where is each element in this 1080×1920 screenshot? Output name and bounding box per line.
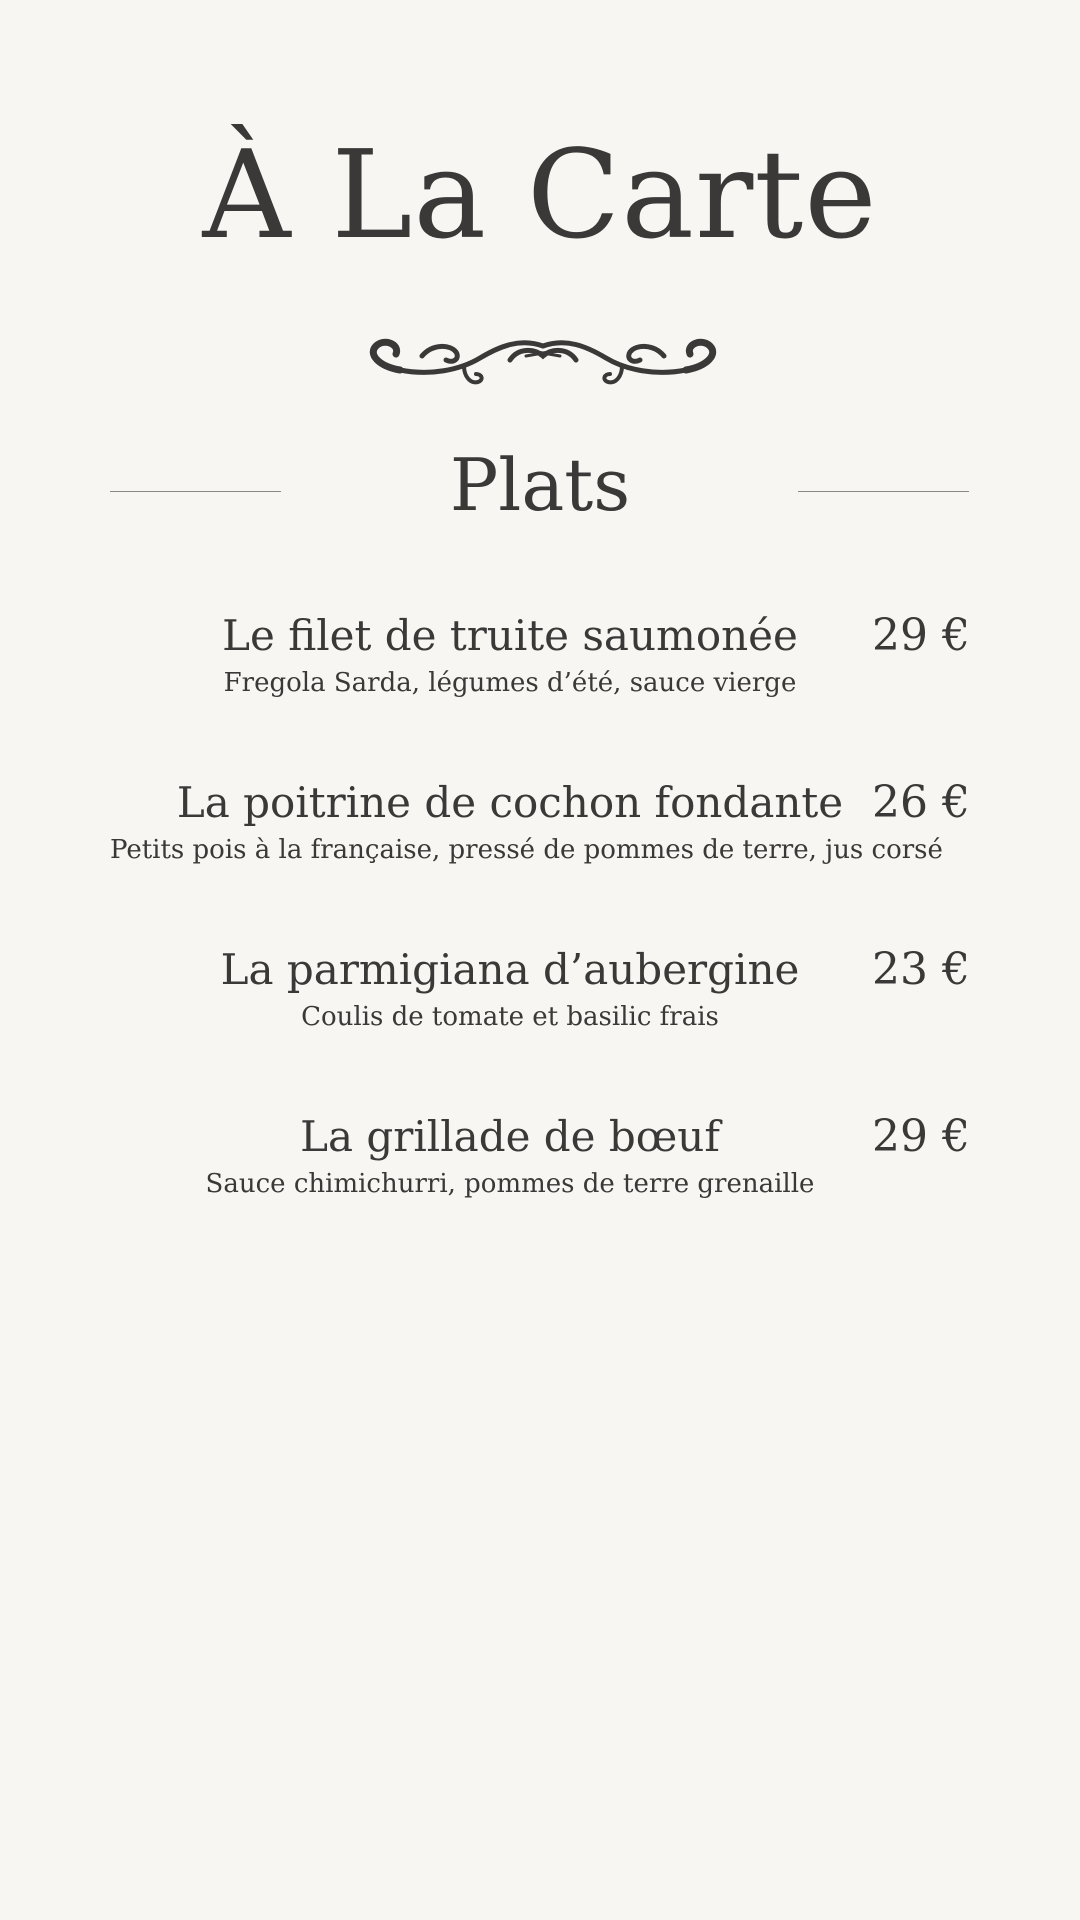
- dish-description: Petits pois à la française, pressé de pommes de terre, jus corsé: [110, 835, 943, 865]
- menu-item: [110, 608, 970, 728]
- dish-price: 29 €: [872, 1111, 970, 1162]
- section-divider-right: [798, 491, 969, 492]
- menu-item: [110, 942, 970, 1062]
- menu-item: [110, 775, 970, 895]
- section-title: Plats: [449, 443, 631, 527]
- dish-name: La poitrine de cochon fondante: [176, 778, 844, 827]
- dish-description: Fregola Sarda, légumes d’été, sauce vierge: [223, 668, 797, 698]
- dish-price: 29 €: [872, 610, 970, 661]
- menu-item: [110, 1109, 970, 1229]
- dish-price: 23 €: [872, 944, 970, 995]
- dish-name: La parmigiana d’aubergine: [220, 945, 800, 994]
- dish-description: Sauce chimichurri, pommes de terre grenaille: [205, 1169, 815, 1199]
- dish-description: Coulis de tomate et basilic frais: [301, 1002, 719, 1032]
- dish-price: 26 €: [872, 777, 970, 828]
- menu-title: À La Carte: [202, 124, 878, 266]
- flourish-ornament-icon: [360, 336, 726, 396]
- dish-name: Le filet de truite saumonée: [222, 611, 798, 660]
- dish-name: La grillade de bœuf: [300, 1112, 720, 1161]
